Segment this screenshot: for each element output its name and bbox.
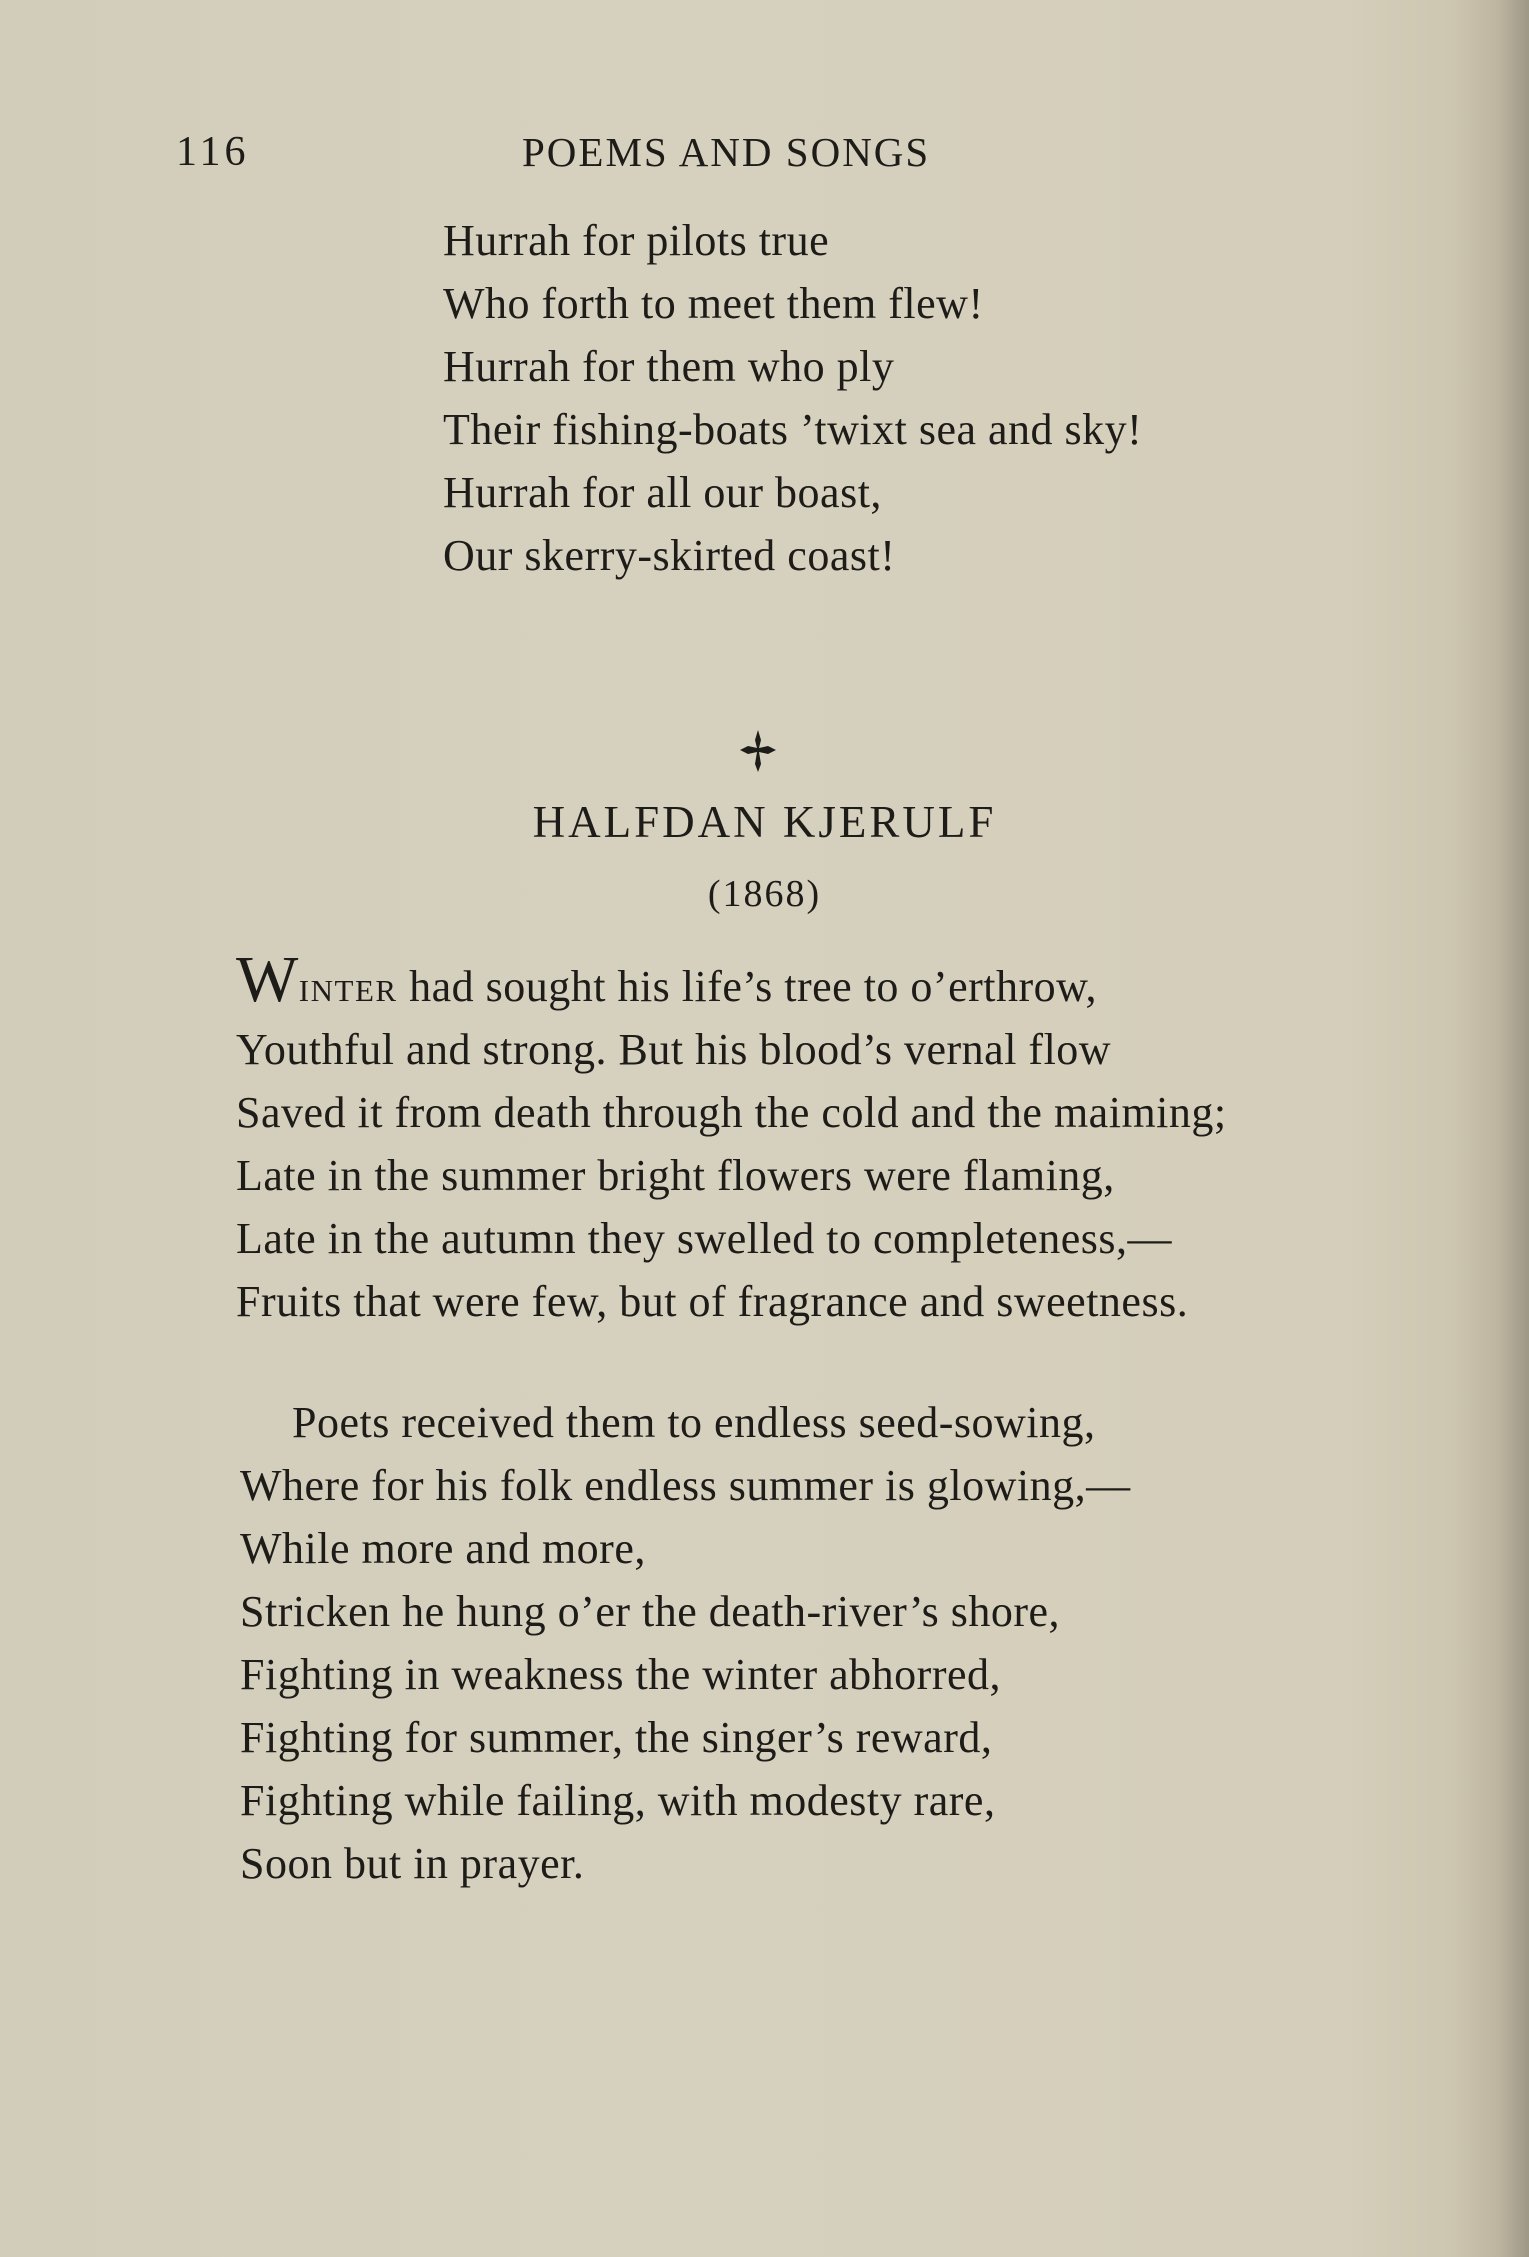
poem-line: Fighting for summer, the singer’s reward,	[240, 1713, 993, 1762]
poem-title: HALFDAN KJERULF	[532, 797, 997, 847]
poem-line: Late in the autumn they swelled to completeness,—	[236, 1214, 1173, 1263]
cross-ornament-icon	[738, 728, 778, 774]
page-number: 116	[176, 129, 250, 175]
poem-line: Stricken he hung o’er the death-river’s shore,	[240, 1587, 1061, 1636]
poem-line: Fighting while failing, with modesty rare,	[240, 1776, 996, 1825]
poem-date: (1868)	[707, 873, 822, 915]
first-line-rest: had sought his life’s tree to o’erthrow,	[397, 962, 1098, 1011]
poem-line: Hurrah for pilots true	[443, 216, 830, 265]
running-head: POEMS AND SONGS	[522, 129, 931, 175]
small-caps-word: inter	[298, 962, 398, 1011]
poem-line: Our skerry-skirted coast!	[443, 531, 896, 580]
previous-poem-stanza	[443, 209, 1142, 587]
poem-line: Late in the summer bright flowers were flaming,	[236, 1151, 1115, 1200]
poem-line: Saved it from death through the cold and the maiming;	[236, 1088, 1227, 1137]
drop-cap: W	[236, 943, 299, 1016]
poem-line: Youthful and strong. But his blood’s vernal flow	[236, 1025, 1112, 1074]
poem-line: Soon but in prayer.	[240, 1839, 585, 1888]
poem-line: While more and more,	[240, 1524, 646, 1573]
poem-line: Poets received them to endless seed-sowing,	[292, 1398, 1096, 1447]
poem-line: Who forth to meet them flew!	[443, 279, 984, 328]
poem-stanza-2	[240, 1391, 1131, 1895]
poem-first-line	[236, 943, 1227, 1018]
poem-line: Fighting in weakness the winter abhorred,	[240, 1650, 1002, 1699]
poem-stanza-1	[236, 943, 1227, 1333]
poem-line: Their fishing-boats ’twixt sea and sky!	[443, 405, 1143, 454]
poem-line: Hurrah for them who ply	[443, 342, 895, 391]
poem-line: Where for his folk endless summer is glowing,—	[240, 1461, 1131, 1510]
poem-line: Fruits that were few, but of fragrance and sweetness.	[236, 1277, 1189, 1326]
poem-line: Hurrah for all our boast,	[443, 468, 882, 517]
